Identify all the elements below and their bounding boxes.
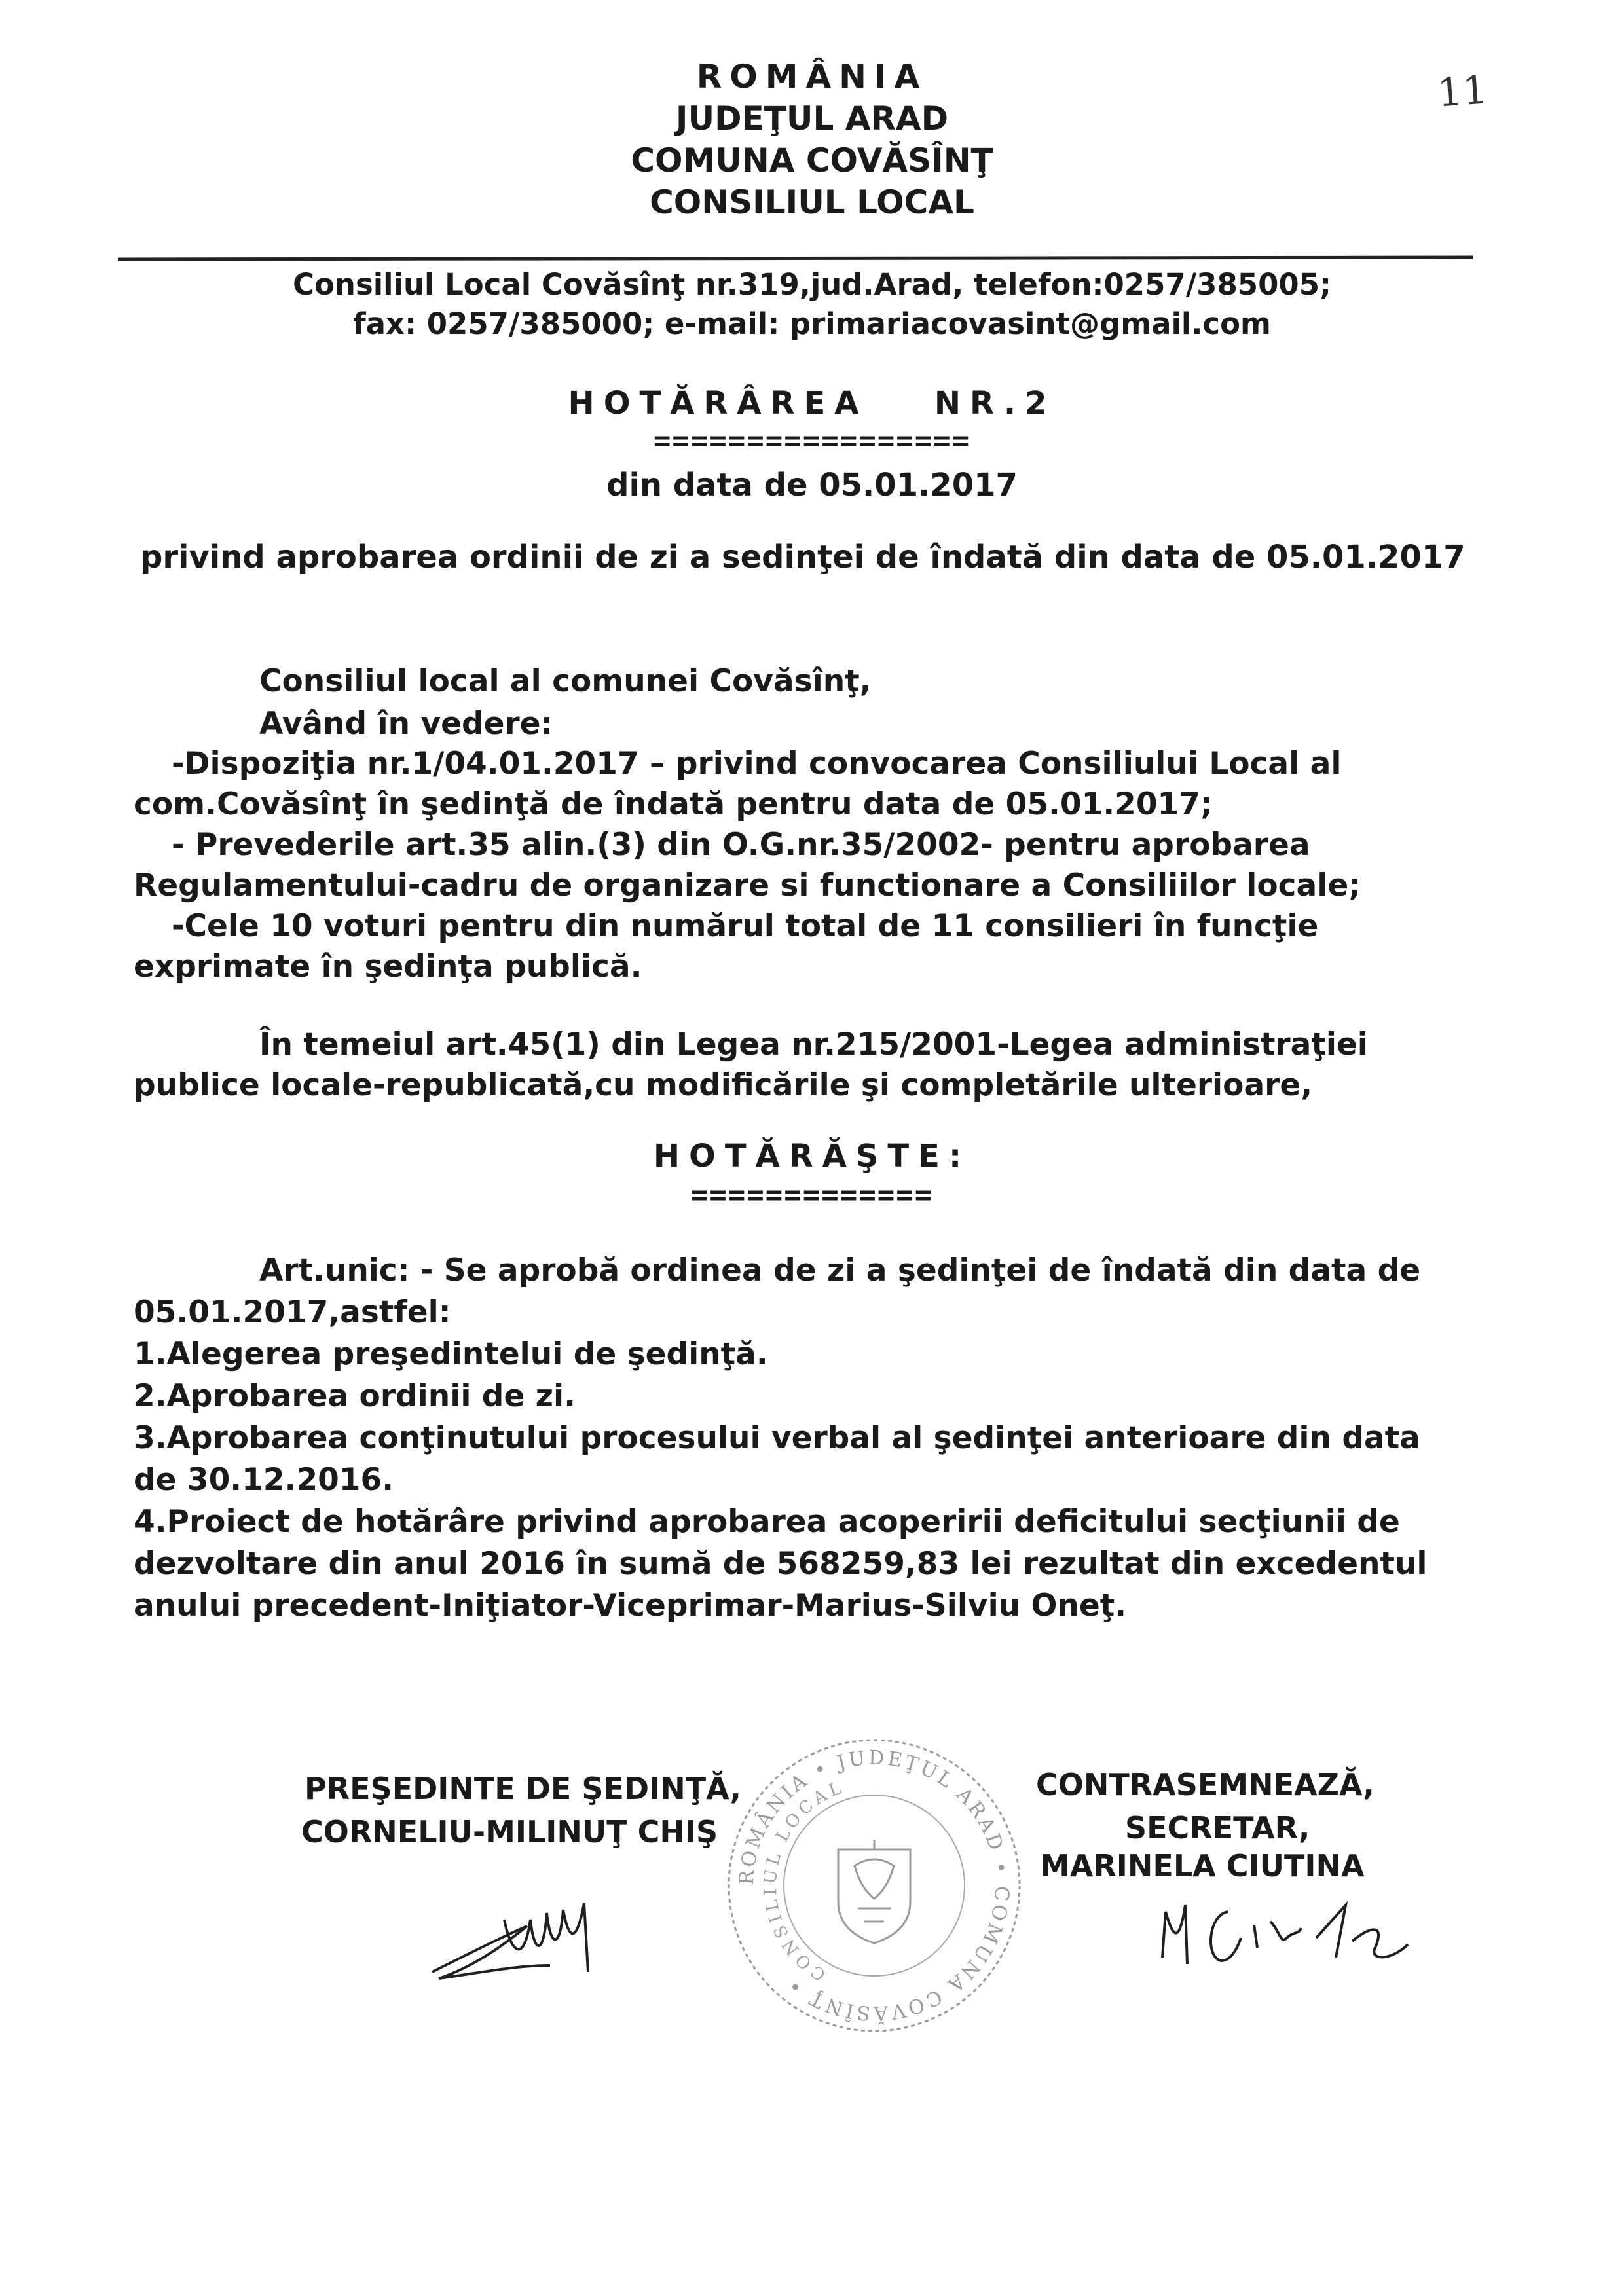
agenda-item: dezvoltare din anul 2016 în sumă de 568259,83 lei rezultat din excedentul	[134, 1546, 1428, 1582]
header-country: ROMÂNIA	[696, 58, 928, 96]
decision-title-underline: =================	[653, 424, 971, 458]
seal-outer-text: ROMÂNIA • JUDEŢUL ARAD • COMUNA COVĂSÎNŢ •	[735, 1746, 1014, 2025]
agenda-item: anului precedent-Iniţiator-Viceprimar-Marius-Silviu Oneţ.	[134, 1588, 1127, 1624]
decision-subject: privind aprobarea ordinii de zi a sedinţei de îndată din data de 05.01.2017	[140, 539, 1466, 575]
seal-inner-text: CONSILIUL LOCAL	[760, 1777, 848, 1985]
header-council: CONSILIUL LOCAL	[650, 183, 974, 221]
page-number: 11	[1435, 67, 1489, 117]
decides-title: HOTĂRĂŞTE:	[653, 1138, 971, 1175]
preamble-item: com.Covăsînţ în şedinţă de îndată pentru data de 05.01.2017;	[134, 786, 1213, 822]
article-line-1: Art.unic: - Se aprobă ordinea de zi a şedinţei de îndată din data de	[259, 1252, 1421, 1288]
coat-of-arms-icon	[838, 1840, 910, 1943]
chair-name: CORNELIU-MILINUŢ CHIŞ	[301, 1814, 718, 1850]
header-county: JUDEŢUL ARAD	[675, 100, 949, 137]
preamble-item: -Dispoziţia nr.1/04.01.2017 – privind convocarea Consiliului Local al	[172, 746, 1342, 782]
secretary-title: SECRETAR,	[1125, 1810, 1310, 1846]
agenda-item: 1.Alegerea preşedintelui de şedinţă.	[134, 1336, 768, 1372]
preamble-item: -Cele 10 voturi pentru din numărul total de 11 consilieri în funcţie	[172, 908, 1319, 944]
preamble-item: - Prevederile art.35 alin.(3) din O.G.nr.35/2002- pentru aprobarea	[172, 827, 1310, 863]
preamble-council-line: Consiliul local al comunei Covăsînţ,	[259, 663, 872, 699]
decision-number: NR.2	[934, 385, 1056, 422]
decides-underline: =============	[690, 1178, 934, 1212]
article-line-2: 05.01.2017,astfel:	[134, 1294, 451, 1330]
preamble-considering: Având în vedere:	[259, 706, 553, 742]
agenda-item: de 30.12.2016.	[134, 1462, 394, 1498]
decision-date: din data de 05.01.2017	[606, 467, 1018, 503]
preamble-item: exprimate în şedinţa publică.	[134, 949, 642, 985]
legal-basis-line-1: În temeiul art.45(1) din Legea nr.215/2001-Legea administraţiei	[259, 1027, 1368, 1063]
decision-title	[0, 385, 1624, 422]
agenda-item: 3.Aprobarea conţinutului procesului verbal al şedinţei anterioare din data	[134, 1420, 1420, 1456]
chair-role: PREŞEDINTE DE ŞEDINŢĂ,	[304, 1771, 741, 1806]
legal-basis-line-2: publice locale-republicată,cu modificările şi completările ulterioare,	[134, 1067, 1313, 1103]
contact-line-1: Consiliul Local Covăsînţ nr.319,jud.Arad, telefon:0257/385005;	[292, 267, 1332, 302]
header-divider	[118, 256, 1473, 261]
header-commune: COMUNA COVĂSÎNŢ	[631, 141, 993, 179]
agenda-item: 2.Aprobarea ordinii de zi.	[134, 1378, 576, 1414]
preamble-item: Regulamentului-cadru de organizare si functionare a Consiliilor locale;	[134, 867, 1361, 903]
countersign-role: CONTRASEMNEAZĂ,	[1036, 1767, 1375, 1802]
secretary-signature	[1149, 1886, 1424, 1997]
council-seal	[724, 1735, 1025, 2036]
secretary-name: MARINELA CIUTINA	[1040, 1848, 1365, 1884]
agenda-item: 4.Proiect de hotărâre privind aprobarea acoperirii deficitului secţiunii de	[134, 1504, 1400, 1540]
contact-line-2: fax: 0257/385000; e-mail: primariacovasint@gmail.com	[353, 306, 1271, 341]
decision-title-word: HOTĂRÂREA	[568, 385, 868, 422]
chair-signature	[413, 1874, 629, 2005]
